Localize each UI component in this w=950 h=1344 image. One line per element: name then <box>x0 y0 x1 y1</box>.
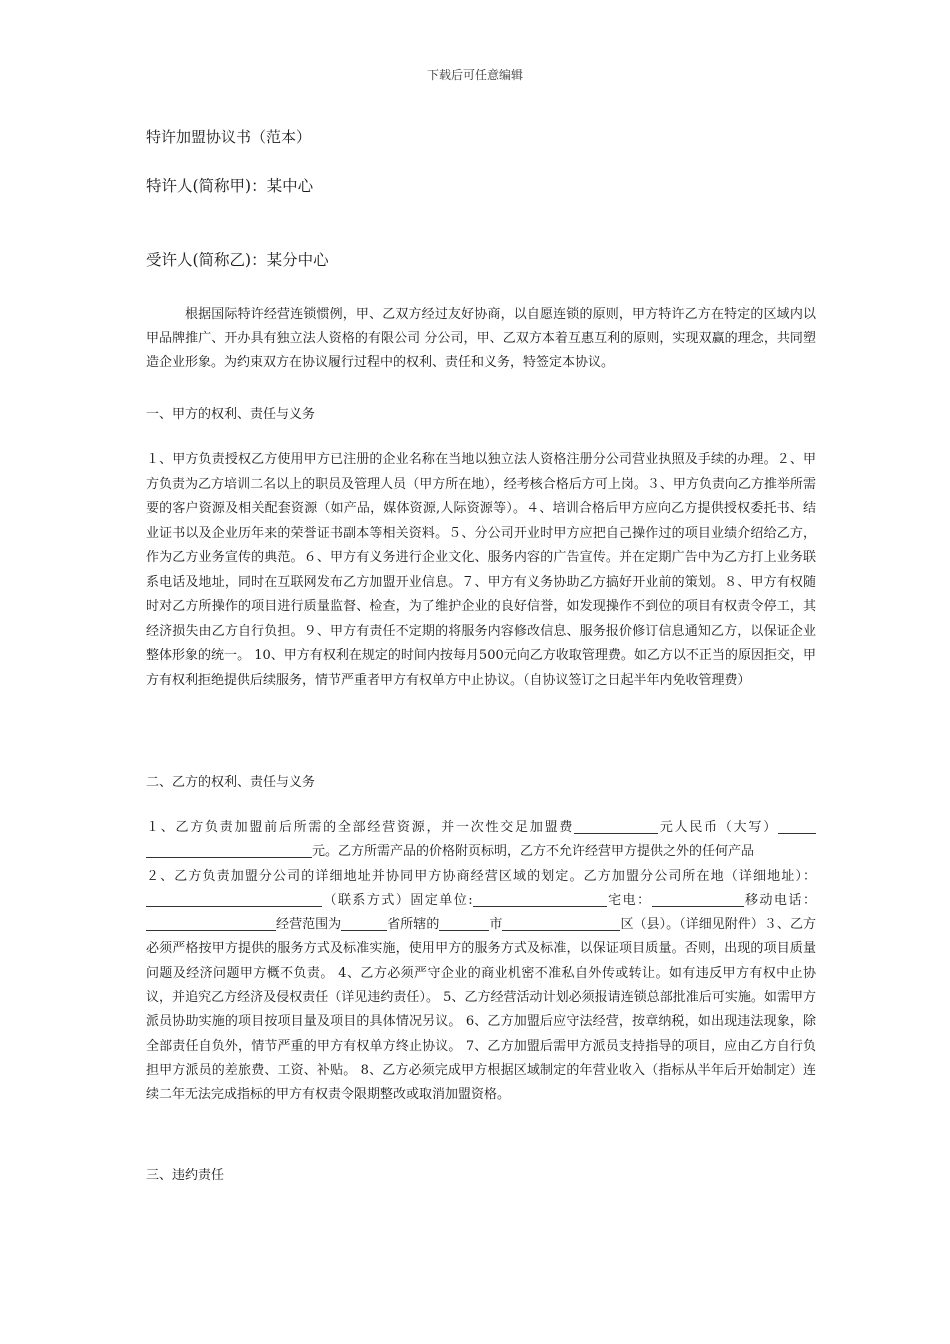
province-blank-2 <box>357 916 387 931</box>
intro-paragraph: 根据国际特许经营连锁惯例，甲、乙双方经过友好协商，以自愿连锁的原则，甲方特许乙方在特定的区域内以甲品牌推广、开办具有独立法人资格的有限公司 分公司，甲、乙双方本着互惠互利的原则，实现双赢的理念，共同塑造企业形象。为约束双方在协议履行过程中的权利、责任和义务，特签定本协议。 <box>146 307 816 370</box>
home-phone-blank-2 <box>718 892 744 907</box>
fee-clause: １、乙方负责加盟前后所需的全部经营资源，并一次性交足加盟费 <box>146 820 575 835</box>
city-label: 市 <box>489 917 503 933</box>
province-blank <box>341 916 357 931</box>
mobile-blank <box>146 916 256 931</box>
section-1-heading: 一、甲方的权利、责任与义务 <box>146 407 316 422</box>
scope-label: 经营范围为 <box>276 917 342 933</box>
province-label: 省所辖的 <box>387 917 440 933</box>
mobile-label: 移动电话： <box>743 892 816 908</box>
section-1-body: １、甲方负责授权乙方使用甲方已注册的企业名称在当地以独立法人资格注册分公司营业执照及手续的办理。２、甲方负责为乙方培训二名以上的职员及管理人员（甲方所在地），经考核合格后方可上岗。３、甲方负责向乙方推举所需要的客户资源及相关配套资源（如产品，媒体资源,人际资源等）。４、培训合格后甲方应向乙方提供授权委托书、结业证书以及企业历年来的荣誉证书副本等相关资料。５、分公司开业时甲方应把自己操作过的项目业绩介绍给乙方，作为乙方业务宣传的典范。６、甲方有义务进行企业文化、服务内容的广告宣传。并在定期广告中为乙方打上业务联系电话及地址，同时在互联网发布乙方加盟开业信息。７、甲方有义务协助乙方搞好开业前的策划。８、甲方有权随时对乙方所操作的项目进行质量监督、检查，为了维护企业的良好信誉，如发现操作不到位的项目有权责令停工，其经济损失由乙方自行负担。９、甲方有责任不定期的将服务内容修改信息、服务报价修订信息通知乙方，以保证企业整体形象的统一。 10、甲方有权利在规定的时间内按每月500元向乙方收取管理费。如乙方以不正当的原因拒交，甲方有权利拒绝提供后续服务，情节严重者甲方有权单方中止协议。（自协议签订之日起半年内免收管理费） <box>146 452 816 688</box>
city-blank-2 <box>469 916 489 931</box>
party-b: 受许人(简称乙)：某分中心 <box>146 251 329 269</box>
city-blank <box>439 916 469 931</box>
fee-amount-blank <box>574 819 658 834</box>
home-phone-blank <box>652 892 718 907</box>
section-2-body <box>146 816 816 1108</box>
fixed-unit-blank <box>473 892 607 907</box>
fee-uppercase-blank-1 <box>778 819 816 834</box>
home-phone-label: 宅电： <box>606 892 652 908</box>
header-note: 下载后可任意编辑 <box>426 68 523 82</box>
product-clause: 元。乙方所需产品的价格附页标明，乙方不允许经营甲方提供之外的任何产品 <box>312 844 755 860</box>
district-and-clauses: 区（县）。（详细见附件）３、乙方必须严格按甲方提供的服务方式及标准实施，使用甲方的服务方式及标准，以保证项目质量。否则，出现的项目质量问题及经济问题甲方概不负责。 4、乙方必须严守企业的商业机密不准私自外传或转让。如有违反甲方有权中止协议，并追究乙方经济及侵权责任（详见违约责任）。 5、乙方经营活动计划必须报请连锁总部批准后可实施。如需甲方派员协助实施的项目按项目量及项目的具体情况另议。 6、乙方加盟后应守法经营，按章纳税，如出现违法现象，除全部责任自负外，情节严重的甲方有权单方终止协议。 7、乙方加盟后需甲方派员支持指导的项目，应由乙方自行负担甲方派员的差旅费、工资、补贴。 8、乙方必须完成甲方根据区域制定的年营业收入（指标从半年后开始制定）连续二年无法完成指标的甲方有权责令限期整改或取消加盟资格。 <box>146 917 816 1103</box>
address-clause: ２、乙方负责加盟分公司的详细地址并协同甲方协商经营区域的划定。乙方加盟分公司所在地（详细地址）： <box>146 868 816 884</box>
section-2-heading: 二、乙方的权利、责任与义务 <box>146 775 316 790</box>
district-blank <box>502 916 620 931</box>
section-3-heading: 三、违约责任 <box>146 1168 225 1183</box>
document-title: 特许加盟协议书（范本） <box>146 128 312 146</box>
fee-uppercase-blank-2 <box>146 843 312 858</box>
contact-label: （联系方式）固定单位: <box>322 892 473 908</box>
mobile-blank-2 <box>256 916 276 931</box>
party-a: 特许人(简称甲)：某中心 <box>146 177 314 195</box>
fee-currency: 元人民币（大写） <box>658 820 778 835</box>
address-blank <box>146 892 322 907</box>
